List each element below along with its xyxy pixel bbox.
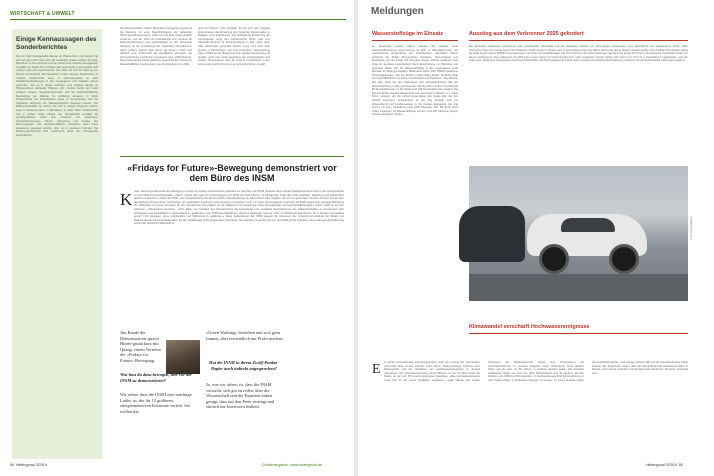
car-photo — [469, 166, 688, 301]
sidebar-title: Einige Kennaussagen des Sonderberichtes — [16, 36, 97, 51]
article3-rule — [469, 333, 688, 334]
column-1-text: die Hilfsorganisation Oxfam. Besonders besorgniserregend sei die Warnung vor einer Beeinträchtigung der weltweiten Nahrungsmittelversorgung, sollte sich die Erde weiter deutlich erwärmen. Aus der Sicht von Livia Rasche vom Centrum für Erdsystemforschung und Nachhaltigkeit an der Universität Hamburg ist die Entwicklung der Vegetation überraschend. «Eine größere Fläche wird grüner als braun.» Noch wird dadurch mehr Kohlenstoff auf Landflächen gebunden, als durch Abholzung und Rodung freigesetzt wird, erklärt Rasche. Diese Entwicklung werde allerdings angesichts des Trends zur klimaschädlichen Landnutzung, wie der Zerstörung von Wäl- — [120, 27, 192, 66]
article1-headline: Wasserstoffzüge im Einsatz — [372, 31, 444, 37]
sidebar-body: Die pro Kopf bereitgestellte Menge an Pflanzenölen und Fleisch hat sich seit dem Jahr 1961 mehr als verdoppelt. Zudem werden für jeden Menschen im Durchschnitt rund ein Drittel mehr Kalorien bereitgestellt. Ungefähr ein Viertel bis ein Drittel aller produzierten Lebensmittel geht verloren oder wird verschwendet. Seit 1961 hat sich die Nutzung von Dünger verneunfacht. Die Vegetation in Asien, Europa, Südamerika, im mittleren Nordamerika sowie in Südostaustralien ist nach Satellitenbeobachtungen in den vergangenen drei Dekaden grüner geworden, weil es in diesen Gebieten eine größere Menge an Photosynthese treibender Pflanzen gibt. Gründe hierfür sind unter anderem längere Vegetationsperioden und die landwirtschaftliche Bearbeitung von Flächen. Im nördlichen Eurasien, in Teilen Nordamerikas und Zentralasiens sowie im Kongobecken wird die Vegetation aufgrund von Wasserknappheit dagegen brauner. Die Wahrscheinlichkeit für Dürren hat sich in einigen Regionen erhöht, etwa im Mittelmeerraum, in Westasien, in vielen Teilen Südamerikas und in großen Teilen Afrikas. Der Klimawandel verstärkt die Landdegradation durch eine Zunahme von Starkregen, Überschwemmungen, Dürren, Hitzestress und Anstieg des Meeresspiegels. Die landwirtschaftliche Produktion kann durch Anpassung gesteigert werden, aber nur in gewissen Grenzen. Die Ernährungssicherheit wird zunehmend durch den Klimawandel beeinträchtigt. — [16, 55, 98, 138]
article-body: napp 1000 junge Menschen der Bewegung «Fridays for Future» demonstrierten lautstark vor dem Büro der INSM (Initiative Neue Soziale Marktwirtschaft GmbH) in der Georgenstraße vor dem Bahnhof Friedrichstraße in Berlin. Anlass dazu gab ein Positionspapier der INSM mit zwölf Thesen zur Klimapolitik. Unter dem Titel «Sachlich, Wachstum und Klimaschutz gehören zusammen» erklärt die INSM: «Die Klimawandel ist die derzeit größte Herausforderung der Menschheit. Eine Aufgabe, die wir nur gemeinsam meistern können, bei der aber Deutschland mit innovativer Technologie, mit marktnahen Konzepten und Lösungen vorangehen muss.» In ihrem Positionspapier weist sich die INSM gegen eine einseitige Belastung der Wirtschaft und bietet Konzepte für den Klimaschutz und plädiert für die Stärkung und Ausweitung eines internationalen Emissionshandelssystems. Hierzu heißt es bei den Aktivisten: «Klimaschutz erreichen, «ohne allein aus Gründen des Klimaschutzes die bestehende und verteilbare Spezialisierung der Volkswirtschaften zu bevorzugen oder aufzugeben und Arbeitsplätze in Deutschland zu gefährden». Der INSM-Geschäftsführer Hubertus Pellengahr betonte: «Nur mit Marktwirtschaft können wir in Europa und weltweit gezielt CO2 einsparen, ohne Arbeitsplätze und Wohlstand zu gefährden.» Diese Selbstsbinger der INSM spiegelt die Interessen der Unternehmerverbände der Metall- und Elektroindustrie (Gesamtmetall) wider, die die marktliberale Lobbyorganisation finanzieren. Die operative Geschäft wird von der INSM GmbH betrieben, deren Alleingesellschafter das Institut der deutschen Wirtschaft ist. — [134, 190, 344, 226]
left-page — [0, 0, 354, 476]
article3-headline: Klimawandel verschärft Hochwasserereignisse — [469, 324, 590, 330]
section-rule — [10, 19, 346, 20]
article3-body: in großes internationales Forschungsprojekt unter der Leitung der Technischen Universität Wien konnte erstmals einen klaren Zusammenhang zwischen dem Klimawandel und der Häufigkeit von Hochwasserereignissen in Europa nachweisen. Der Hochwasserexperte Günter Blöschl von der TU Wien leitete die Studie, an der sich 35 Forschungsgruppen beteiligten. «Das Hochwasserereignis muss sich an die neuen Realitäten anpassen», sagte Nikutta. Die besten Prototypen aus Niederösterreich zeigen eine Verschiebung der Hochwassertermine. In manchen Regionen treten Hochwasser heute deutlich früher auf als noch vor 50 Jahren, in anderen deutlich später. Die Forscher analysierten Daten von mehr als 4000 Messstationen aus 38 Ländern, die den Zeitraum von 1960 bis 2010 abdecken. In Nordwesteuropa führt die Erwärmung zu mehr Niederschlag, in Südeuropa dagegen zu weniger. Im Osten Europas sinken die Hochwasserspitzen, weil weniger Schnee fällt und die Schneeschmelze früher einsetzt. Die Ergebnisse zeigen, dass der Klimawandel die Hochwasserrisiken in Europa schon heute verändert und Anpassungsmaßnahmen dringend notwendig sind. — [384, 361, 688, 382]
article2-rule — [469, 40, 688, 41]
activist-photo — [166, 340, 200, 374]
article2-headline: Ausstieg aus dem Verbrenner 2025 gefordert — [469, 31, 584, 37]
interview-question-1: Was hast du dazu bewogen, hier vor der INSM zu demonstrieren? — [120, 372, 192, 383]
interview-answer-2: Ja, was wir sehen, ist, dass die INSM versucht, sich gut zu reden, über die Wissenschaft und die Experten haben gesagt, dass nur den Preis verringt und einfach nur Interessen bedient. — [206, 382, 274, 410]
article-headline: «Fridays for Future»-Bewegung demonstriert vor dem Büro des INSM — [127, 163, 337, 183]
image-credit: Foto: picture alliance — [690, 216, 693, 240]
article2-body: Die deutschen Autobauer verzeichnen trotz vereinfachter Klimaziele und der weltweiten Abkehr von schmutzigen Verbrennern eine Rekordzahl neu zugelassener SUVs. Nach Hochrechnungen des Center Automotive Research (CAR) werden in diesem Jahr in Deutschland etwa eine Million Fahrzeuge dieser Klasse verkauft werden. Das Kraftfahrt-Bundesamt zählte bis Ende August bereits 680000 Neuzulassungen von SUV und Geländewagen. Der SUV-Anteil an den Neuzulassungen lag damit bei knapp 30 Prozent. Die Deutsche Umwelthilfe fordert vor diesem Hintergrund, dass spätestens ab 2025 keine neuen Autos mit Verbrennungsmotor mehr zugelassen werden dürfen. Der Trend zum SUV ist in Deutschland ungebrochen, sagt der Leiter einer Studie des Autoexperten Ferdinand Dudenhöffer. Die Bundesregierung müsse rasch mit einer steuerlichen Mehrbelastung schwerer und verbrauchsstarker Fahrzeuge reagieren. — [469, 45, 688, 63]
article3-dropcap: E — [372, 362, 381, 377]
interview-question-2: Hat die INSM in ihrem Zwölf-Punkte-Papier auch indirekt angesprochen? — [209, 360, 279, 371]
footer-link[interactable]: Quellenangaben: www.hintergrund.de — [262, 463, 323, 467]
section-tag: WIRTSCHAFT & UMWELT — [10, 11, 75, 17]
article-rule — [120, 156, 344, 157]
interview-answer-1: Wir sehen, dass die INSM eine mächtige Lobby ist, die für 13 größeren, energieintensiven Konzerne vertritt. Sie wollen das — [120, 392, 192, 414]
article1-body: Im September letzten Jahres startete der weltweit erste wasserstoffbetriebene Personenzug. Er fährt im Elbe-Weser-Netz, der emissionsfreie Regionalzug des französischen Herstellers Alstom verbindet die Städte Bremervörde, Cuxhaven, Bremerhaven und Buxtehude. Auf der knapp 100 Kilometer langen Strecke verkehren zwei Züge im regulären Linienbetrieb. Nach Einschätzung von Betreiber und Hersteller haben sich die Wasserstoffzüge in den vergangenen zwölf Monaten im Alltag gut bewährt. Mittlerweile haben über 180000 gefahrene Fahrzeugkilometer, was ein absolut problemloser Ablauf. Ähnliche Züge der Geschäftsführer von Alstom Deutschland und Österreich, Jörg Nikutta, laut dpa. Auch bei den Fahrgästen und Verkehrsbetrieben fällt der Wasserstoffzug im Alltag gut bewertet. Die Zug fährt mit dem Durchschnitt 80 Stundenkilometer, in der Spitze sind 140 Stundenkilometer möglich. Die Brennstoffzelle wandelt Wasserstoff und Sauerstoff in Wasser um, wobei Strom entsteht, der die Lithium-Ionen-Akkus des Zuges lädt, die den Antrieb versorgen. Emissionsfrei ist der Zug deshalb, weil nur Wasserdampf und Kondenswasser in die Umwelt abgegeben. Ein Zug kommt mit einer Tankfüllung etwa 1000 Kilometer weit. Bis Ende 2021 sollen insgesamt 14 Wasserstoffzüge auf der rund 100 Kilometer langen Strecke eingesetzt werden. — [372, 45, 458, 117]
page-number-left: 54 Hintergrund 3/2019 — [10, 463, 47, 467]
interview-answer-cont: «Green Washing» betreiben und sich grün framen, aber letztendlich nur Profit machen. — [206, 330, 284, 341]
section-title: Meldungen — [371, 6, 424, 17]
article-dropcap: K — [120, 190, 133, 209]
column-2-text: dern und Mooren, nicht anhalten. So hat sich nach jüngsten Erkenntnissen die Abholzung des tropischen Regenwaldes in Brasilien noch beschleunigt. Die ökologische Erwärmung der Landregionen sorgt den Klimaforscher Mojib Latif vom Helmholtz-Zentrum für Ozeanforschung in Kiel. «Das zeigt, dass schleunigst gehandelt werden muss, und zwar auch gerade in Deutschland, das eine besondere Verantwortung trägt.» Selbst bei der Begrenzung der globalen Erwärmung auf deutlich unter zwei Grad gegenüber der vorindustriellen Zeit würden Temperaturen über 40 Grad in Deutschland in den kommenden Jahrzehnten immer wahrscheinlicher, so Latif. — [198, 27, 270, 66]
article1-rule — [372, 40, 458, 41]
page-number-right: Hintergrund 3/2019 55 — [646, 463, 683, 467]
intro-text: Am Rande der Demonstration sprach Hinter-grund kurz mit Quang, einem Vertreter der «Fridays for Future»-Bewegung. — [120, 330, 162, 363]
